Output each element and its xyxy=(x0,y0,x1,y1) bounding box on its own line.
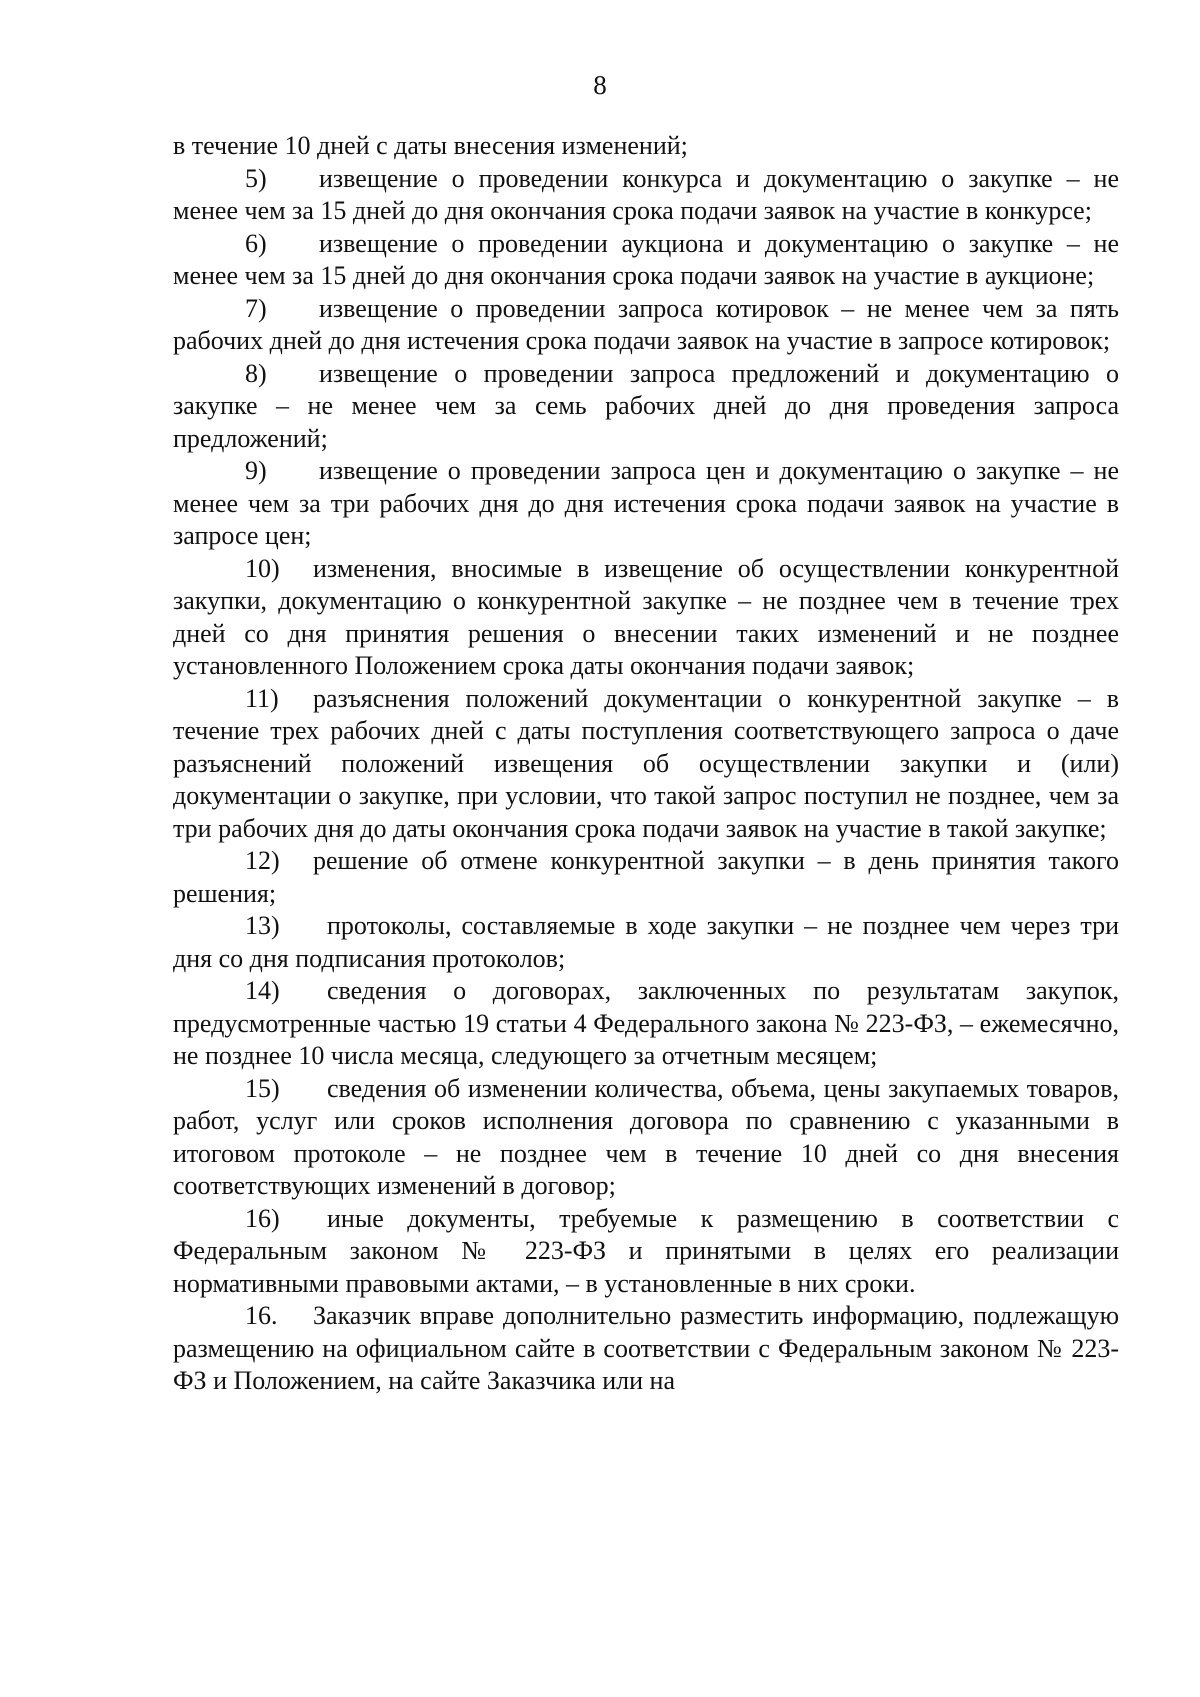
list-item xyxy=(173,553,1119,683)
section-text: Заказчик вправе дополнительно разместить информацию, подлежащую размещению на официальном сайте в соответствии с Федеральным законом № 223-ФЗ и Положением, на сайте Заказчика или на xyxy=(173,1301,1119,1395)
item-number: 10) xyxy=(245,553,280,583)
list-item xyxy=(173,228,1119,293)
item-text: иные документы, требуемые к размещению в соответствии с Федеральным законом № 223-ФЗ и принятыми в целях его реализации нормативными правовыми актами, – в установленные в них сроки. xyxy=(173,1203,1119,1298)
item-text: извещение о проведении запроса предложений и документацию о закупке – не менее чем за семь рабочих дней до дня проведения запроса предложений; xyxy=(173,358,1119,453)
list-item xyxy=(173,1073,1119,1203)
item-text: решение об отмене конкурентной закупки – в день принятия такого решения; xyxy=(173,846,1119,908)
list-item xyxy=(173,910,1119,975)
item-number: 12) xyxy=(245,846,280,875)
list-item xyxy=(173,455,1119,553)
document-body xyxy=(173,130,1119,1398)
list-item xyxy=(173,1203,1119,1301)
item-number: 6) xyxy=(245,228,267,258)
section-paragraph xyxy=(173,1300,1119,1398)
item-number: 7) xyxy=(245,293,267,323)
item-text: изменения, вносимые в извещение об осуществлении конкурентной закупки, документацию о конкурентной закупке – не позднее чем в течение трех дней со дня принятия решения о внесении таких изменений и не позднее установленного Положением срока даты окончания подачи заявок; xyxy=(173,553,1119,680)
section-number: 16. xyxy=(245,1301,278,1330)
item-number: 15) xyxy=(245,1073,280,1103)
list-item xyxy=(173,358,1119,456)
item-text: извещение о проведении аукциона и документацию о закупке – не менее чем за 15 дней до дня окончания срока подачи заявок на участие в аукционе; xyxy=(173,228,1119,290)
item-number: 5) xyxy=(245,163,267,193)
list-item xyxy=(173,845,1119,910)
item-number: 8) xyxy=(245,358,267,388)
item-text: извещение о проведении запроса цен и документацию о закупке – не менее чем за три рабочих дня до дня истечения срока подачи заявок на участие в запросе цен; xyxy=(173,456,1119,550)
item-text: сведения о договорах, заключенных по результатам закупок, предусмотренные частью 19 статьи 4 Федерального закона № 223-ФЗ, – ежемесячно, не позднее 10 числа месяца, следующего за отчетным месяцем; xyxy=(173,976,1119,1070)
item-number: 11) xyxy=(245,683,279,713)
item-number: 13) xyxy=(245,911,280,940)
list-item xyxy=(173,683,1119,846)
item-number: 14) xyxy=(245,976,280,1005)
item-text: разъяснения положений документации о конкурентной закупке – в течение трех рабочих дней с даты поступления соответствующего запроса о даче разъяснений положений извещения об осуществлении закупки и (или) документации о закупке, при условии, что такой запрос поступил не позднее, чем за три рабочих дня до даты окончания срока подачи заявок на участие в такой закупке; xyxy=(173,683,1119,843)
item-text: сведения об изменении количества, объема, цены закупаемых товаров, работ, услуг или сроков исполнения договора по сравнению с указанными в итоговом протоколе – не позднее чем в течение 10 дней со дня внесения соответствующих изменений в договор; xyxy=(173,1073,1119,1200)
page-number: 8 xyxy=(593,70,607,100)
intro-line: в течение 10 дней с даты внесения изменений; xyxy=(173,131,688,160)
list-item xyxy=(173,293,1119,358)
item-text: извещение о проведении конкурса и документацию о закупке – не менее чем за 15 дней до дня окончания срока подачи заявок на участие в конкурсе; xyxy=(173,163,1119,225)
item-number: 9) xyxy=(245,456,267,485)
item-text: протоколы, составляемые в ходе закупки – не позднее чем через три дня со дня подписания протоколов; xyxy=(173,911,1119,973)
item-number: 16) xyxy=(245,1203,280,1233)
item-text: извещение о проведении запроса котировок – не менее чем за пять рабочих дней до дня истечения срока подачи заявок на участие в запросе котировок; xyxy=(173,293,1119,355)
list-item xyxy=(173,975,1119,1073)
list-item xyxy=(173,163,1119,228)
